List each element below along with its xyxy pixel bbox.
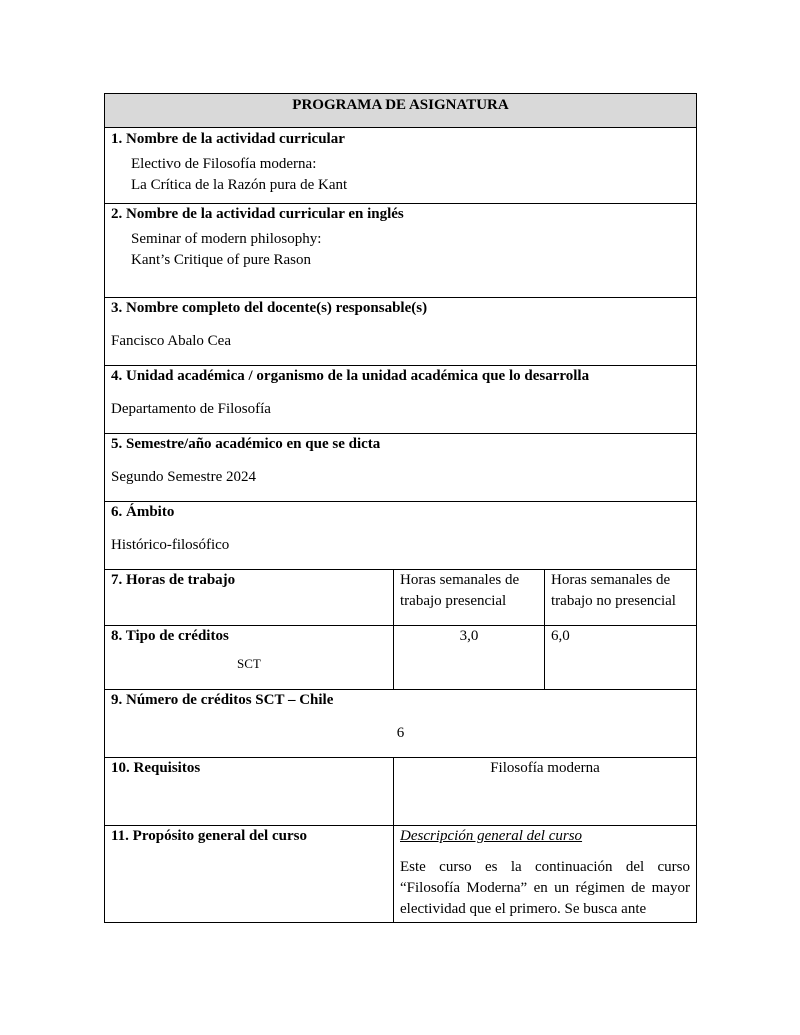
s3-value: Fancisco Abalo Cea xyxy=(111,333,231,349)
s7-label: 7. Horas de trabajo xyxy=(111,572,236,588)
row-course-purpose xyxy=(105,826,697,923)
s9-label: 9. Número de créditos SCT – Chile xyxy=(111,692,334,708)
row-sct-credits xyxy=(105,690,697,758)
s2-label: 2. Nombre de la actividad curricular en inglés xyxy=(111,206,404,222)
row-curricular-name-english xyxy=(105,204,697,298)
row-curricular-name xyxy=(105,128,697,204)
s11-label: 11. Propósito general del curso xyxy=(111,828,307,844)
s5-label: 5. Semestre/año académico en que se dicta xyxy=(111,436,381,452)
s10-label: 10. Requisitos xyxy=(111,760,201,776)
s4-label: 4. Unidad académica / organismo de la unidad académica que lo desarrolla xyxy=(111,368,590,384)
row-scope xyxy=(105,502,697,570)
table-header-row xyxy=(105,94,697,128)
s8-sub: SCT xyxy=(237,656,261,671)
s8-presencial: 3,0 xyxy=(459,628,479,644)
s1-label: 1. Nombre de la actividad curricular xyxy=(111,131,345,147)
s4-value: Departamento de Filosofía xyxy=(111,401,271,417)
row-academic-unit xyxy=(105,366,697,434)
s11-subtitle: Descripción general del curso xyxy=(400,828,583,844)
s1-line2: La Crítica de la Razón pura de Kant xyxy=(131,177,348,193)
s6-label: 6. Ámbito xyxy=(111,504,175,520)
row-requirements xyxy=(105,758,697,826)
s2-line1: Seminar of modern philosophy: xyxy=(131,231,322,247)
s2-line2: Kant’s Critique of pure Rason xyxy=(131,252,311,268)
row-credit-type xyxy=(105,626,697,690)
row-instructor xyxy=(105,298,697,366)
program-table xyxy=(104,93,697,923)
s5-value: Segundo Semestre 2024 xyxy=(111,469,256,485)
doc-title: PROGRAMA DE ASIGNATURA xyxy=(292,97,509,113)
s1-line1: Electivo de Filosofía moderna: xyxy=(131,156,317,172)
s6-value: Histórico-filosófico xyxy=(111,537,230,553)
row-semester xyxy=(105,434,697,502)
s10-value: Filosofía moderna xyxy=(490,760,600,776)
s7-col-no-presencial: Horas semanales de trabajo no presencial xyxy=(551,572,676,609)
s9-value: 6 xyxy=(396,725,405,741)
s8-label: 8. Tipo de créditos xyxy=(111,628,229,644)
s11-text: Este curso es la continuación del curso “Filosofía Moderna” en un régimen de mayor electividad que el primero. Se busca ante xyxy=(400,859,690,917)
row-work-hours xyxy=(105,570,697,626)
doc-title-cell xyxy=(105,94,697,128)
s8-no-presencial: 6,0 xyxy=(551,628,570,644)
s7-col-presencial: Horas semanales de trabajo presencial xyxy=(400,572,520,609)
s3-label: 3. Nombre completo del docente(s) responsable(s) xyxy=(111,300,428,316)
